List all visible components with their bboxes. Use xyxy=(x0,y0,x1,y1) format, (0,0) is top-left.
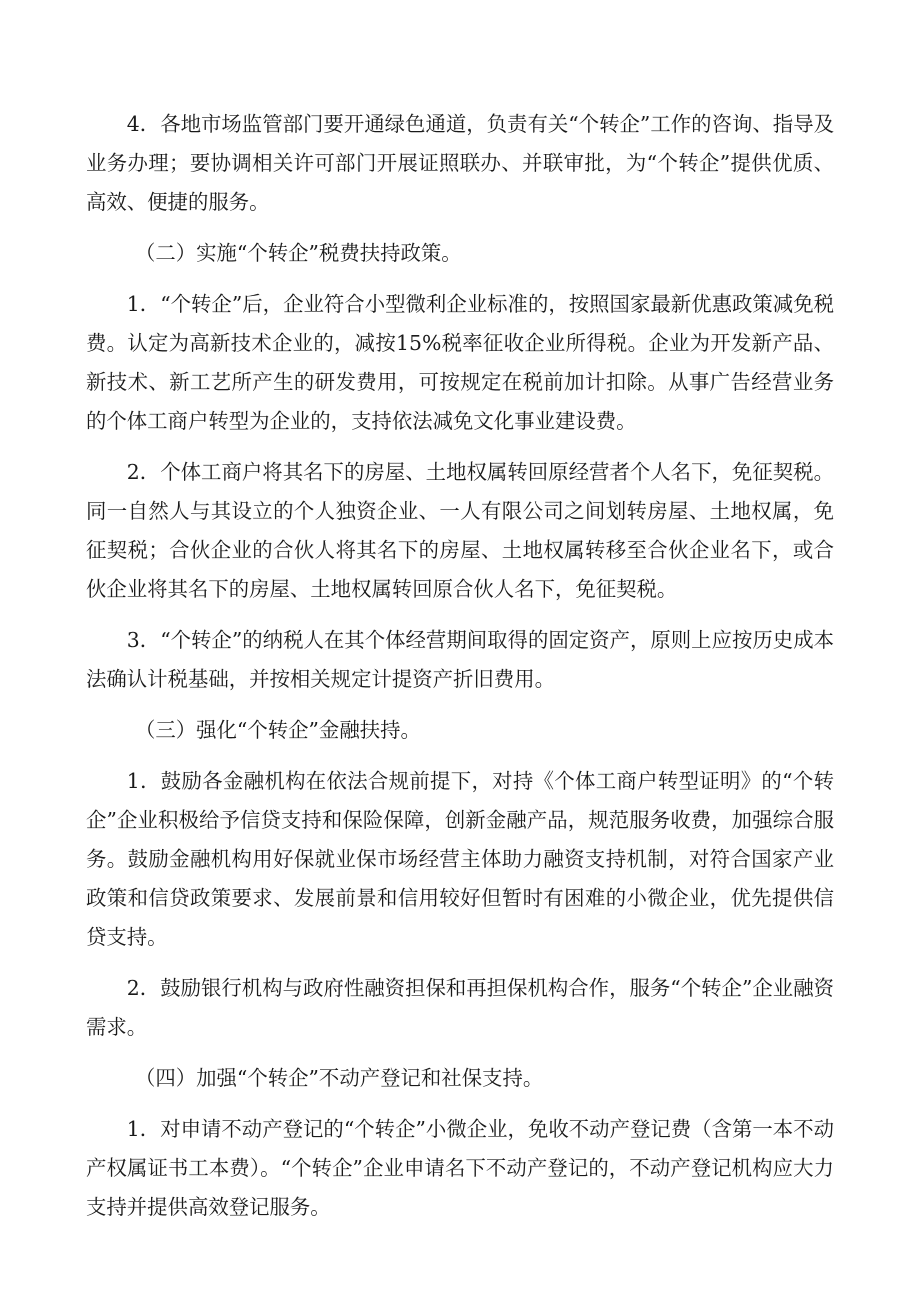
paragraph-finance-item-1: 1．鼓励各金融机构在依法合规前提下，对持《个体工商户转型证明》的“个转企”企业积极给予信贷支持和保险保障，创新金融产品，规范服务收费，加强综合服务。鼓励金融机构用好保就业保市场经营主体助力融资支持机制，对符合国家产业政策和信贷政策要求、发展前景和信用较好但暂时有困难的小微企业，优先提供信贷支持。 xyxy=(86,769,834,949)
paragraph-item-4-green-channel: 4．各地市场监管部门要开通绿色通道，负责有关“个转企”工作的咨询、指导及业务办理；要协调相关许可部门开展证照联办、并联审批，为“个转企”提供优质、高效、便捷的服务。 xyxy=(86,112,834,214)
section-heading-financial-support: （三）强化“个转企”金融扶持。 xyxy=(134,718,421,742)
paragraph-tax-item-3: 3．“个转企”的纳税人在其个体经营期间取得的固定资产，原则上应按历史成本法确认计税基础，并按相关规定计提资产折旧费用。 xyxy=(86,628,834,691)
document-body xyxy=(86,105,834,1239)
paragraph-property-item-1: 1．对申请不动产登记的“个转企”小微企业，免收不动产登记费（含第一本不动产权属证书工本费）。“个转企”企业申请名下不动产登记的，不动产登记机构应大力支持并提供高效登记服务。 xyxy=(86,1117,834,1219)
section-heading-tax-support: （二）实施“个转企”税费扶持政策。 xyxy=(134,241,462,265)
paragraph-finance-item-2: 2．鼓励银行机构与政府性融资担保和再担保机构合作，服务“个转企”企业融资需求。 xyxy=(86,976,834,1039)
section-heading-property-social-security: （四）加强“个转企”不动产登记和社保支持。 xyxy=(134,1066,544,1090)
paragraph-tax-item-1: 1．“个转企”后，企业符合小型微利企业标准的，按照国家最新优惠政策减免税费。认定为高新技术企业的，减按15%税率征收企业所得税。企业为开发新产品、新技术、新工艺所产生的研发费用，可按规定在税前加计扣除。从事广告经营业务的个体工商户转型为企业的，支持依法减免文化事业建设费。 xyxy=(86,292,834,433)
paragraph-tax-item-2: 2．个体工商户将其名下的房屋、土地权属转回原经营者个人名下，免征契税。同一自然人与其设立的个人独资企业、一人有限公司之间划转房屋、土地权属，免征契税；合伙企业的合伙人将其名下的房屋、土地权属转移至合伙企业名下，或合伙企业将其名下的房屋、土地权属转回原合伙人名下，免征契税。 xyxy=(86,460,834,601)
